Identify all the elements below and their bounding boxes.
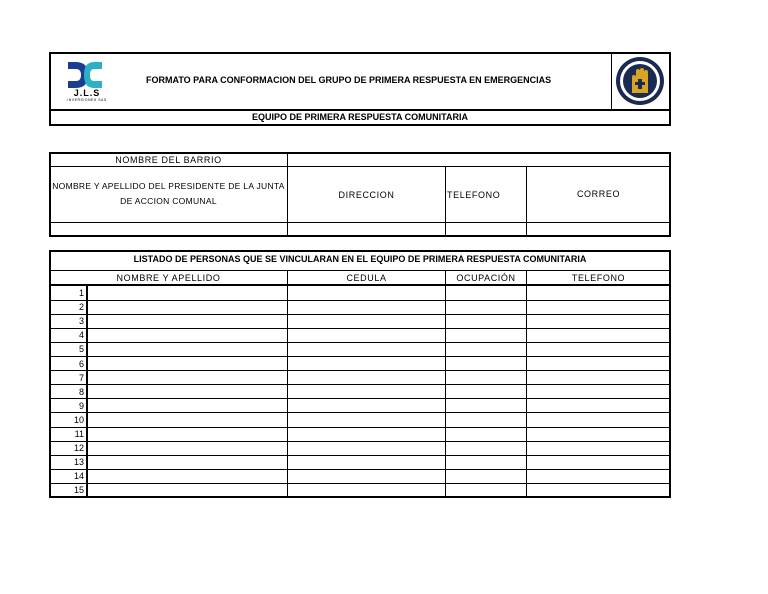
table-row[interactable] <box>50 483 670 497</box>
col-header-telefono: TELEFONO <box>571 273 626 283</box>
barrio-label: NOMBRE DEL BARRIO <box>115 155 222 165</box>
table-row[interactable] <box>50 399 670 413</box>
table-row[interactable] <box>50 455 670 469</box>
table-row[interactable] <box>50 286 670 300</box>
col-header-ocupacion: OCUPACIÓN <box>456 273 516 283</box>
members-title-divider <box>50 270 670 271</box>
members-table-title: LISTADO DE PERSONAS QUE SE VINCULARAN EN EL EQUIPO DE PRIMERA RESPUESTA COMUNITARIA <box>133 254 587 264</box>
logo-subtext: INVERSIONES SAS <box>67 98 107 102</box>
info-row-divider-1 <box>50 166 670 167</box>
telefono-label: TELEFONO <box>447 190 501 200</box>
col-header-cedula: CEDULA <box>346 273 387 283</box>
row-number: 1 <box>78 288 84 298</box>
barrio-field[interactable] <box>288 153 670 166</box>
header-badge-divider <box>611 53 612 109</box>
row-number: 3 <box>78 316 84 327</box>
table-row[interactable] <box>50 371 670 385</box>
row-number: 12 <box>73 443 84 454</box>
emblem-icon <box>614 55 666 107</box>
presidente-label-line1: NOMBRE Y APELLIDO DEL PRESIDENTE DE LA JUNTA <box>52 181 285 191</box>
row-number: 9 <box>78 400 84 411</box>
form-title: FORMATO PARA CONFORMACION DEL GRUPO DE PRIMERA RESPUESTA EN EMERGENCIAS <box>146 75 552 85</box>
table-row[interactable] <box>50 342 670 356</box>
row-number: 11 <box>74 429 84 439</box>
col-header-nombre: NOMBRE Y APELLIDO <box>116 273 221 283</box>
form-subtitle: EQUIPO DE PRIMERA RESPUESTA COMUNITARIA <box>251 112 468 122</box>
row-number: 2 <box>78 302 84 313</box>
jls-logo-icon <box>58 58 116 92</box>
company-logo <box>58 58 116 104</box>
table-row[interactable] <box>50 357 670 371</box>
table-row[interactable] <box>50 385 670 399</box>
table-row[interactable] <box>50 300 670 314</box>
row-number: 13 <box>73 457 84 468</box>
table-row[interactable] <box>50 441 670 455</box>
row-number: 8 <box>78 386 84 397</box>
table-row[interactable] <box>50 413 670 427</box>
presidente-label-line2: DE ACCION COMUNAL <box>120 196 217 206</box>
defensa-civil-badge <box>614 55 666 107</box>
header-divider <box>50 109 670 111</box>
row-number: 4 <box>78 330 84 341</box>
row-number: 15 <box>73 485 84 496</box>
row-number: 7 <box>78 372 84 383</box>
table-row[interactable] <box>50 427 670 441</box>
correo-label: CORREO <box>576 189 621 199</box>
table-row[interactable] <box>50 469 670 483</box>
presidente-field[interactable] <box>50 223 287 236</box>
row-number: 14 <box>73 471 84 482</box>
direccion-field[interactable] <box>288 223 445 236</box>
table-row[interactable] <box>50 328 670 342</box>
correo-field[interactable] <box>527 223 670 236</box>
logo-text: J.L.S <box>73 88 101 98</box>
direccion-label: DIRECCION <box>338 190 395 200</box>
row-number: 5 <box>78 344 84 355</box>
telefono-field[interactable] <box>446 223 526 236</box>
row-number: 10 <box>73 414 84 425</box>
row-number: 6 <box>78 358 84 369</box>
table-row[interactable] <box>50 314 670 328</box>
